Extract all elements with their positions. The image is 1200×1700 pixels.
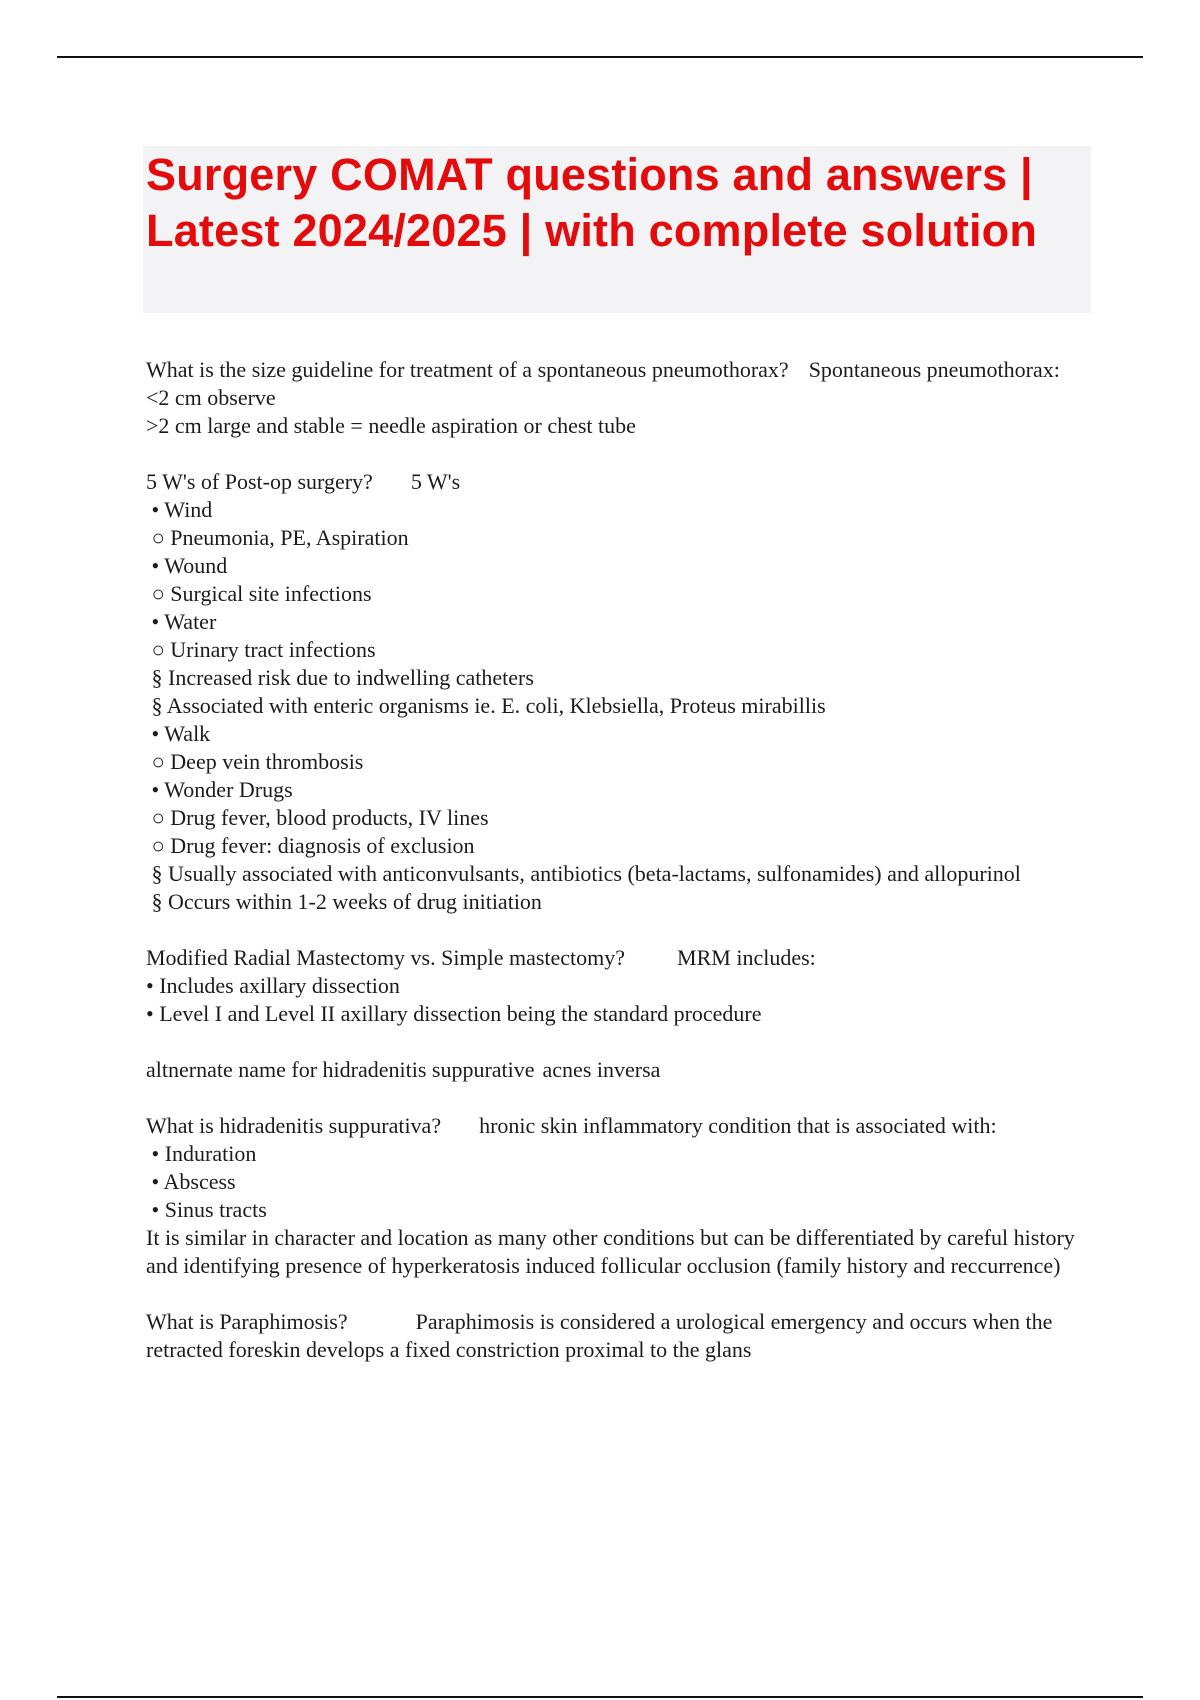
question-text: What is the size guideline for treatment of a spontaneous pneumothorax? bbox=[146, 357, 789, 382]
qa-item bbox=[146, 468, 1086, 916]
answer-line: Paraphimosis is considered a urological emergency and occurs when the retracted foreskin develops a fixed constriction proximal to the glans bbox=[146, 1309, 1058, 1362]
answer-line: ○ Surgical site infections bbox=[146, 581, 372, 606]
answer-line: Spontaneous pneumothorax: bbox=[808, 357, 1060, 382]
answer-line: • Induration bbox=[146, 1141, 257, 1166]
answer-line: • Sinus tracts bbox=[146, 1197, 267, 1222]
answer-line: 5 W's bbox=[410, 469, 461, 494]
answer-line: ○ Deep vein thrombosis bbox=[146, 749, 364, 774]
answer-line: hronic skin inflammatory condition that is associated with: bbox=[479, 1113, 997, 1138]
qa-item bbox=[146, 356, 1086, 440]
question-text: What is Paraphimosis? bbox=[146, 1309, 348, 1334]
answer-line: ○ Pneumonia, PE, Aspiration bbox=[146, 525, 409, 550]
answer-line: >2 cm large and stable = needle aspiration or chest tube bbox=[146, 413, 636, 438]
answer-line: • Level I and Level II axillary dissection being the standard procedure bbox=[146, 1001, 762, 1026]
answer-line: • Wound bbox=[146, 553, 228, 578]
answer-line: • Water bbox=[146, 609, 217, 634]
answer-line: MRM includes: bbox=[677, 945, 816, 970]
question-text: What is hidradenitis suppurativa? bbox=[146, 1113, 442, 1138]
answer-line: It is similar in character and location as many other conditions but can be differentiated by careful history and identifying presence of hyperkeratosis induced follicular occlusion (family history and reccurrence) bbox=[146, 1225, 1081, 1278]
answer-line: ○ Drug fever: diagnosis of exclusion bbox=[146, 833, 475, 858]
answer-line: • Wind bbox=[146, 497, 213, 522]
qa-item bbox=[146, 1056, 1086, 1084]
answer-line: • Abscess bbox=[146, 1169, 236, 1194]
top-rule bbox=[57, 56, 1143, 58]
question-text: Modified Radial Mastectomy vs. Simple mastectomy? bbox=[146, 945, 626, 970]
qa-content bbox=[146, 356, 1086, 1392]
bottom-rule bbox=[57, 1696, 1143, 1698]
question-text: altnernate name for hidradenitis suppurative bbox=[146, 1057, 535, 1082]
answer-line: § Associated with enteric organisms ie. E. coli, Klebsiella, Proteus mirabillis bbox=[146, 693, 826, 718]
answer-line: § Increased risk due to indwelling catheters bbox=[146, 665, 534, 690]
title-banner bbox=[143, 146, 1091, 313]
answer-line: § Occurs within 1-2 weeks of drug initiation bbox=[146, 889, 542, 914]
qa-item bbox=[146, 1112, 1086, 1280]
answer-line: <2 cm observe bbox=[146, 385, 276, 410]
question-text: 5 W's of Post-op surgery? bbox=[146, 469, 373, 494]
qa-item bbox=[146, 944, 1086, 1028]
qa-item bbox=[146, 1308, 1086, 1364]
answer-line: • Includes axillary dissection bbox=[146, 973, 400, 998]
answer-line: ○ Urinary tract infections bbox=[146, 637, 376, 662]
answer-line: • Walk bbox=[146, 721, 211, 746]
answer-line: • Wonder Drugs bbox=[146, 777, 293, 802]
answer-line: acnes inversa bbox=[542, 1057, 661, 1082]
answer-line: § Usually associated with anticonvulsants, antibiotics (beta-lactams, sulfonamides) and allopurinol bbox=[146, 861, 1021, 886]
answer-line: ○ Drug fever, blood products, IV lines bbox=[146, 805, 489, 830]
document-title: Surgery COMAT questions and answers | Latest 2024/2025 | with complete solution bbox=[146, 149, 1038, 256]
